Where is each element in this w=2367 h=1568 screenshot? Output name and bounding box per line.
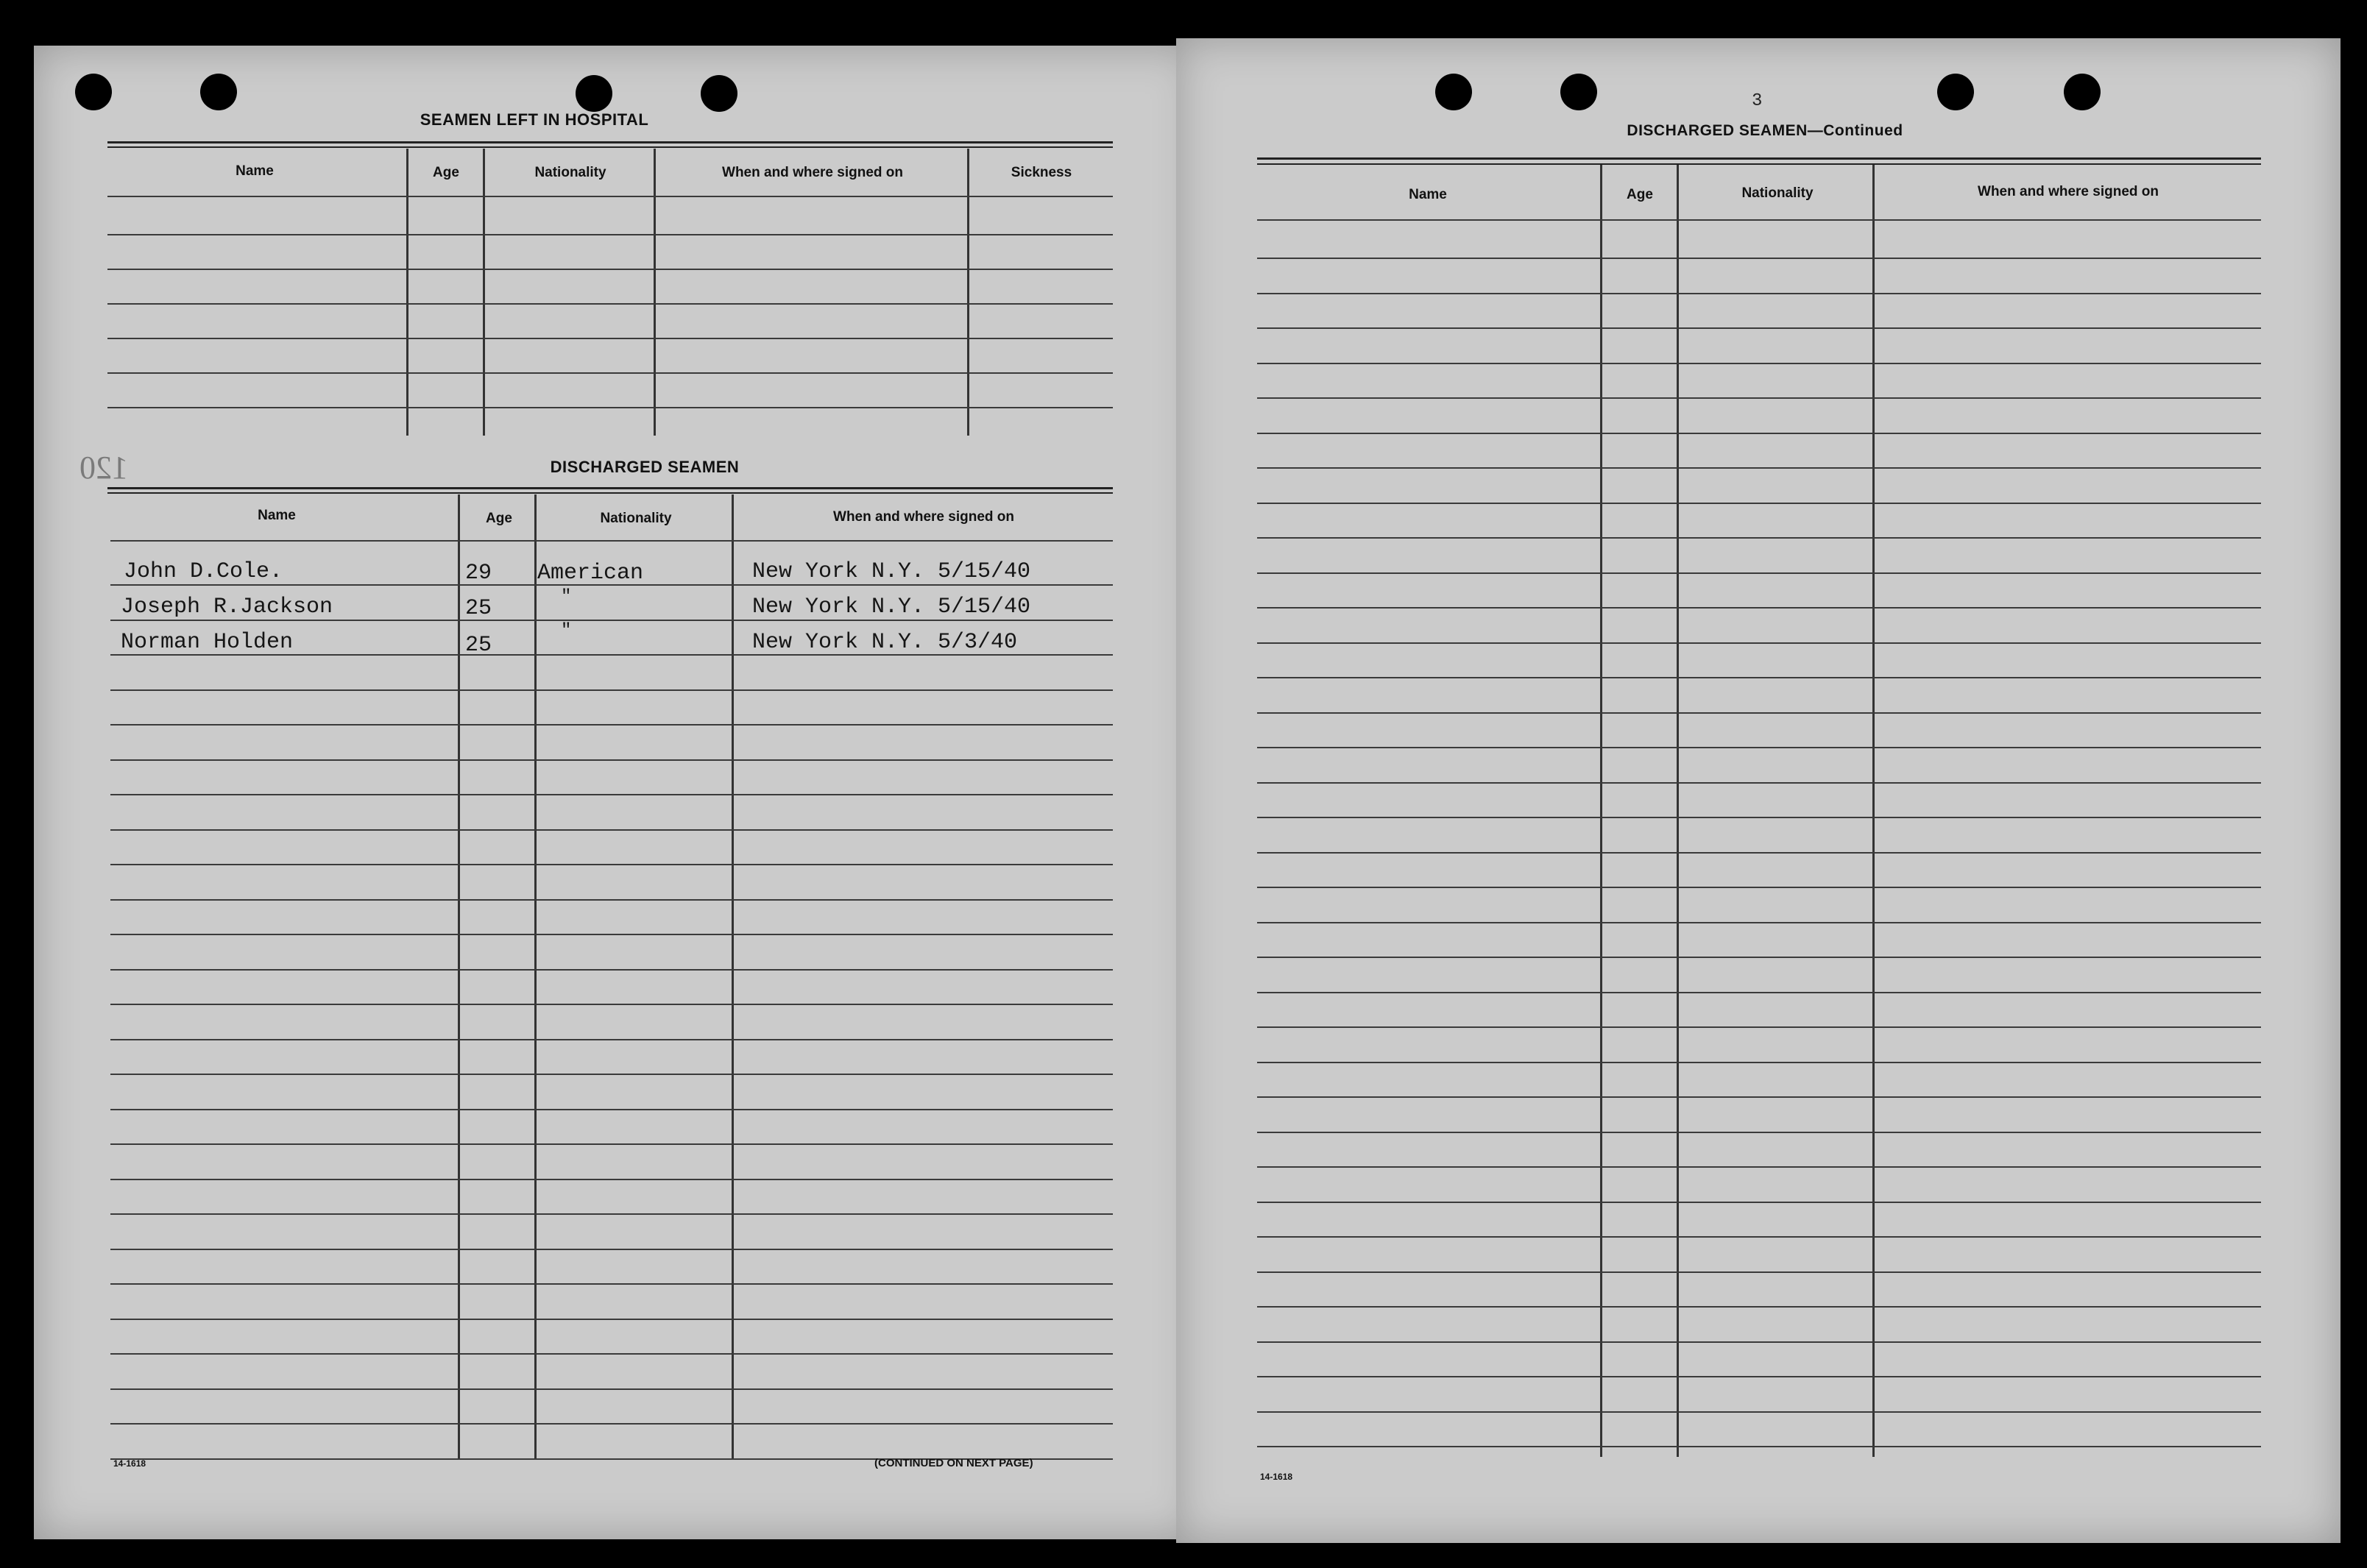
row-line — [107, 407, 1113, 408]
seaman-nationality: " — [561, 621, 572, 641]
left-page — [34, 46, 1198, 1539]
seaman-signed-on: New York N.Y. 5/15/40 — [752, 559, 1031, 584]
row-line — [1257, 327, 2261, 329]
row-line — [107, 372, 1113, 374]
col-header-nationality: Nationality — [600, 511, 672, 526]
col-header-signed-on: When and where signed on — [722, 165, 903, 180]
header-rule — [1257, 157, 2261, 160]
right-page — [1176, 38, 2341, 1543]
row-line — [110, 1143, 1113, 1145]
row-line — [110, 864, 1113, 865]
row-line — [110, 1353, 1113, 1355]
row-line — [110, 1249, 1113, 1250]
column-divider — [1677, 165, 1679, 1457]
row-line — [1257, 1026, 2261, 1028]
column-divider — [483, 149, 485, 436]
page-title: DISCHARGED SEAMEN—Continued — [1627, 122, 1903, 139]
page-number: 3 — [1752, 91, 1763, 111]
col-header-age: Age — [433, 165, 459, 180]
col-header-nationality: Nationality — [534, 165, 606, 180]
header-bottom-line — [1257, 219, 2261, 221]
seaman-age: 29 — [465, 561, 492, 586]
row-line — [110, 689, 1113, 691]
punch-hole — [1560, 74, 1597, 110]
row-line — [1257, 537, 2261, 539]
row-line — [107, 338, 1113, 339]
column-divider — [458, 494, 460, 1458]
row-line — [1257, 503, 2261, 504]
row-line — [110, 1109, 1113, 1110]
column-divider — [967, 149, 969, 436]
row-line — [110, 899, 1113, 901]
seaman-age: 25 — [465, 633, 492, 658]
header-rule — [1257, 163, 2261, 165]
row-line — [1257, 1306, 2261, 1308]
bleed-through-number: 120 — [79, 450, 128, 486]
row-line — [1257, 957, 2261, 958]
punch-hole — [1937, 74, 1974, 110]
row-line — [107, 303, 1113, 305]
header-bottom-line — [107, 196, 1113, 197]
row-line — [1257, 293, 2261, 294]
column-divider — [1872, 165, 1875, 1457]
discharged-section-title: DISCHARGED SEAMEN — [550, 458, 740, 476]
row-line — [1257, 467, 2261, 469]
seaman-signed-on: New York N.Y. 5/3/40 — [752, 630, 1018, 655]
punch-hole — [2064, 74, 2101, 110]
row-line — [110, 620, 1113, 621]
row-line — [1257, 1446, 2261, 1447]
col-header-age: Age — [486, 511, 512, 526]
punch-hole — [701, 75, 737, 112]
row-line — [110, 794, 1113, 795]
row-line — [1257, 1411, 2261, 1413]
column-divider — [406, 149, 408, 436]
row-line — [1257, 363, 2261, 364]
row-line — [1257, 1202, 2261, 1203]
seaman-signed-on: New York N.Y. 5/15/40 — [752, 595, 1031, 620]
row-line — [110, 829, 1113, 831]
column-divider — [732, 494, 734, 1458]
row-line — [1257, 258, 2261, 259]
row-line — [110, 1388, 1113, 1390]
row-line — [1257, 1062, 2261, 1063]
col-header-signed-on: When and where signed on — [1978, 184, 2159, 199]
row-line — [110, 724, 1113, 726]
row-line — [1257, 852, 2261, 854]
header-bottom-line — [110, 540, 1113, 542]
row-line — [110, 1213, 1113, 1215]
row-line — [1257, 1132, 2261, 1133]
punch-hole — [200, 74, 237, 110]
row-line — [1257, 433, 2261, 434]
row-line — [107, 234, 1113, 235]
col-header-signed-on: When and where signed on — [833, 509, 1014, 525]
row-line — [110, 1179, 1113, 1180]
row-line — [110, 969, 1113, 971]
row-line — [107, 269, 1113, 270]
seaman-age: 25 — [465, 596, 492, 621]
row-line — [1257, 712, 2261, 714]
continued-note: (CONTINUED ON NEXT PAGE) — [874, 1457, 1033, 1469]
col-header-name: Name — [1409, 187, 1447, 202]
row-line — [1257, 1096, 2261, 1098]
row-line — [1257, 1166, 2261, 1168]
row-line — [1257, 642, 2261, 644]
col-header-name: Name — [236, 163, 274, 179]
header-rule — [107, 141, 1113, 143]
row-line — [110, 934, 1113, 935]
row-line — [110, 1074, 1113, 1075]
form-number: 14-1618 — [1260, 1472, 1293, 1482]
row-line — [110, 1039, 1113, 1040]
punch-hole — [576, 75, 612, 112]
col-header-age: Age — [1627, 187, 1653, 202]
row-line — [110, 759, 1113, 761]
row-line — [1257, 1236, 2261, 1238]
col-header-nationality: Nationality — [1741, 185, 1814, 201]
column-divider — [1600, 165, 1602, 1457]
row-line — [1257, 677, 2261, 678]
col-header-name: Name — [258, 508, 296, 523]
punch-hole — [1435, 74, 1472, 110]
row-line — [1257, 887, 2261, 888]
column-divider — [654, 149, 656, 436]
row-line — [1257, 922, 2261, 923]
hospital-section-title: SEAMEN LEFT IN HOSPITAL — [420, 110, 649, 129]
seaman-name: Joseph R.Jackson — [121, 595, 333, 620]
form-number: 14-1618 — [113, 1458, 146, 1469]
header-rule — [107, 146, 1113, 148]
row-line — [1257, 782, 2261, 784]
row-line — [1257, 1271, 2261, 1273]
punch-hole — [75, 74, 112, 110]
row-line — [110, 1283, 1113, 1285]
col-header-sickness: Sickness — [1011, 165, 1072, 180]
row-line — [1257, 572, 2261, 574]
row-line — [1257, 607, 2261, 609]
row-line — [110, 1423, 1113, 1425]
row-line — [1257, 747, 2261, 748]
seaman-name: John D.Cole. — [124, 559, 283, 584]
row-line — [1257, 1376, 2261, 1377]
row-line — [1257, 817, 2261, 818]
row-line — [110, 1004, 1113, 1005]
row-line — [1257, 1341, 2261, 1343]
column-divider — [534, 494, 537, 1458]
row-line — [1257, 397, 2261, 399]
seaman-name: Norman Holden — [121, 630, 294, 655]
seaman-nationality: " — [561, 587, 572, 607]
seaman-nationality: American — [537, 561, 644, 586]
row-line — [110, 1319, 1113, 1320]
row-line — [1257, 992, 2261, 993]
header-rule — [107, 492, 1113, 494]
header-rule — [107, 487, 1113, 489]
